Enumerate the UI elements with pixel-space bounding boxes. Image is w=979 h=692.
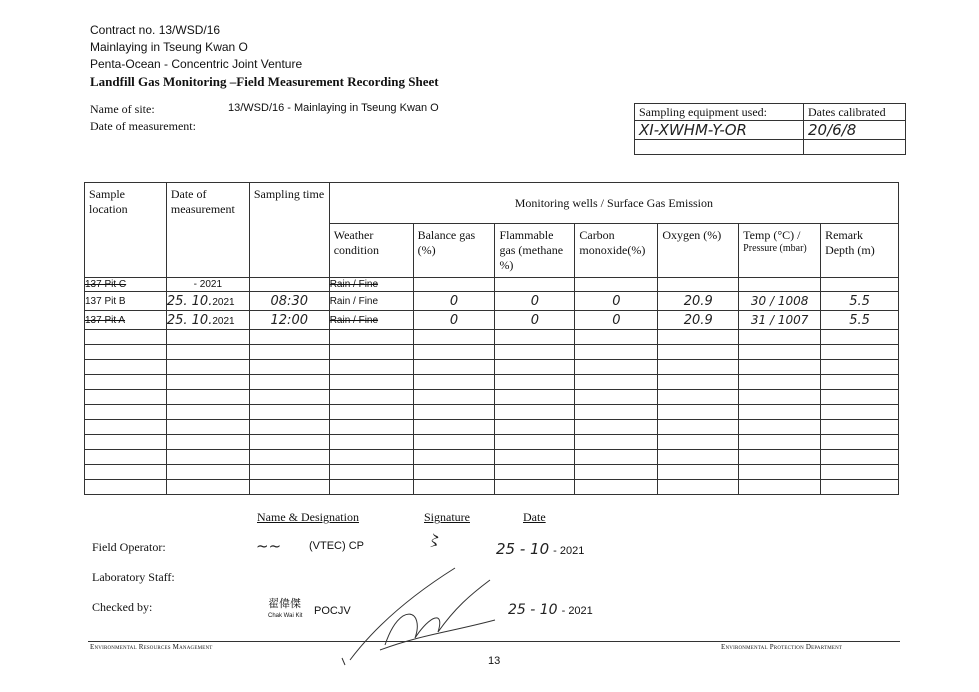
row-date-year: 2021 [212,296,235,308]
checked-by-date-hw: 25 - 10 [508,602,558,618]
row-temp: 30 / 1008 [750,294,809,308]
table-row [85,311,899,330]
row-oxygen: 20.9 [683,294,713,309]
table-row-empty [85,375,899,390]
table-row-empty [85,360,899,375]
contract-number: Contract no. 13/WSD/16 [90,23,221,37]
sheet-title: Landfill Gas Monitoring –Field Measurement Recording Sheet [90,74,439,89]
table-row-empty [85,480,899,495]
col-pressure: Pressure (mbar) [743,243,807,254]
row-remark: 5.5 [849,294,870,309]
field-operator-date [496,540,584,559]
row-weather: Rain / Fine [329,292,413,311]
row-flammable: 0 [530,294,540,309]
field-operator-label: Field Operator: [92,540,166,554]
table-row [85,292,899,311]
col-temp-pressure [739,224,821,278]
signature-scribble-icon [330,560,500,670]
checked-by-label: Checked by: [92,600,153,614]
row-co: 0 [612,294,621,309]
row-location: 137 Pit C [85,278,167,292]
col-carbon-monoxide: Carbon monoxide(%) [575,224,658,278]
checked-by-name-en: Chak Wai Kit [268,613,303,619]
date-of-measurement-label: Date of measurement: [90,119,196,133]
table-row-empty [85,345,899,360]
dates-calibrated-label: Dates calibrated [804,104,906,121]
col-remark-depth: Remark Depth (m) [821,224,899,278]
col-sampling-time: Sampling time [249,183,329,278]
group-header: Monitoring wells / Surface Gas Emission [329,183,898,224]
field-operator-org: (VTEC) CP [309,540,364,552]
row-date: - 2021 [166,278,249,292]
table-row-empty [85,420,899,435]
col-date-of-measurement: Date of measurement [166,183,249,278]
table-row-empty [85,435,899,450]
table-row-empty [85,405,899,420]
row-balance: 0 [449,313,459,328]
row-balance: 0 [449,294,459,309]
row-flammable: 0 [530,313,540,328]
row-remark: 5.5 [849,313,870,328]
project-name: Mainlaying in Tseung Kwan O [90,40,248,54]
checked-by-org: POCJV [314,605,351,617]
row-co: 0 [612,313,621,328]
monitoring-table [84,182,899,495]
laboratory-staff-label: Laboratory Staff: [92,570,175,584]
table-row-empty [85,450,899,465]
dates-calibrated-value: 20/6/8 [808,121,857,139]
date-heading: Date [523,510,546,524]
row-time: 12:00 [270,313,308,328]
page-number: 13 [488,655,501,667]
footer-divider [88,641,900,642]
row-weather: Rain / Fine [329,311,413,330]
table-row-empty [85,390,899,405]
name-designation-heading: Name & Designation [257,510,359,524]
field-operator-date-hw: 25 - 10 [496,540,550,558]
row-location: 137 Pit A [85,311,167,330]
row-date-hw: 25. 10. [166,293,213,309]
row-weather: Rain / Fine [329,278,413,292]
signature-heading: Signature [424,510,470,524]
contractor-name: Penta-Ocean - Concentric Joint Venture [90,57,303,71]
footer-left: Environmental Resources Management [90,643,213,651]
col-balance-gas: Balance gas (%) [413,224,495,278]
checked-by-date-year: - 2021 [561,605,593,617]
checked-by-date [508,601,593,619]
col-oxygen: Oxygen (%) [658,224,739,278]
table-row-empty [85,465,899,480]
table-row-empty [85,330,899,345]
equipment-used-value: XI-XWHM-Y-OR [639,121,747,139]
field-operator-signature-icon: ~~ [256,537,282,555]
field-operator-signature-mark-icon: 〻 [425,531,442,550]
col-sample-location: Sample location [85,183,167,278]
equipment-table [634,103,906,155]
table-row [85,278,899,292]
checked-by-stamp [268,598,302,622]
site-label: Name of site: [90,102,155,116]
col-weather: Weather condition [329,224,413,278]
row-oxygen: 20.9 [683,313,713,328]
row-time: 08:30 [270,294,308,309]
row-date-year: 2021 [212,315,235,327]
row-location: 137 Pit B [85,292,167,311]
col-temp: Temp (°C) / [743,228,801,242]
equipment-used-label: Sampling equipment used: [635,104,804,121]
row-temp: 31 / 1007 [750,313,809,327]
field-operator-date-year: - 2021 [553,545,585,557]
row-date-hw: 25. 10. [166,312,213,328]
site-value: 13/WSD/16 - Mainlaying in Tseung Kwan O [228,102,439,114]
footer-right: Environmental Protection Department [721,643,843,651]
col-flammable-gas: Flammable gas (methane %) [495,224,575,278]
checked-by-name: 翟偉傑 [268,598,301,610]
